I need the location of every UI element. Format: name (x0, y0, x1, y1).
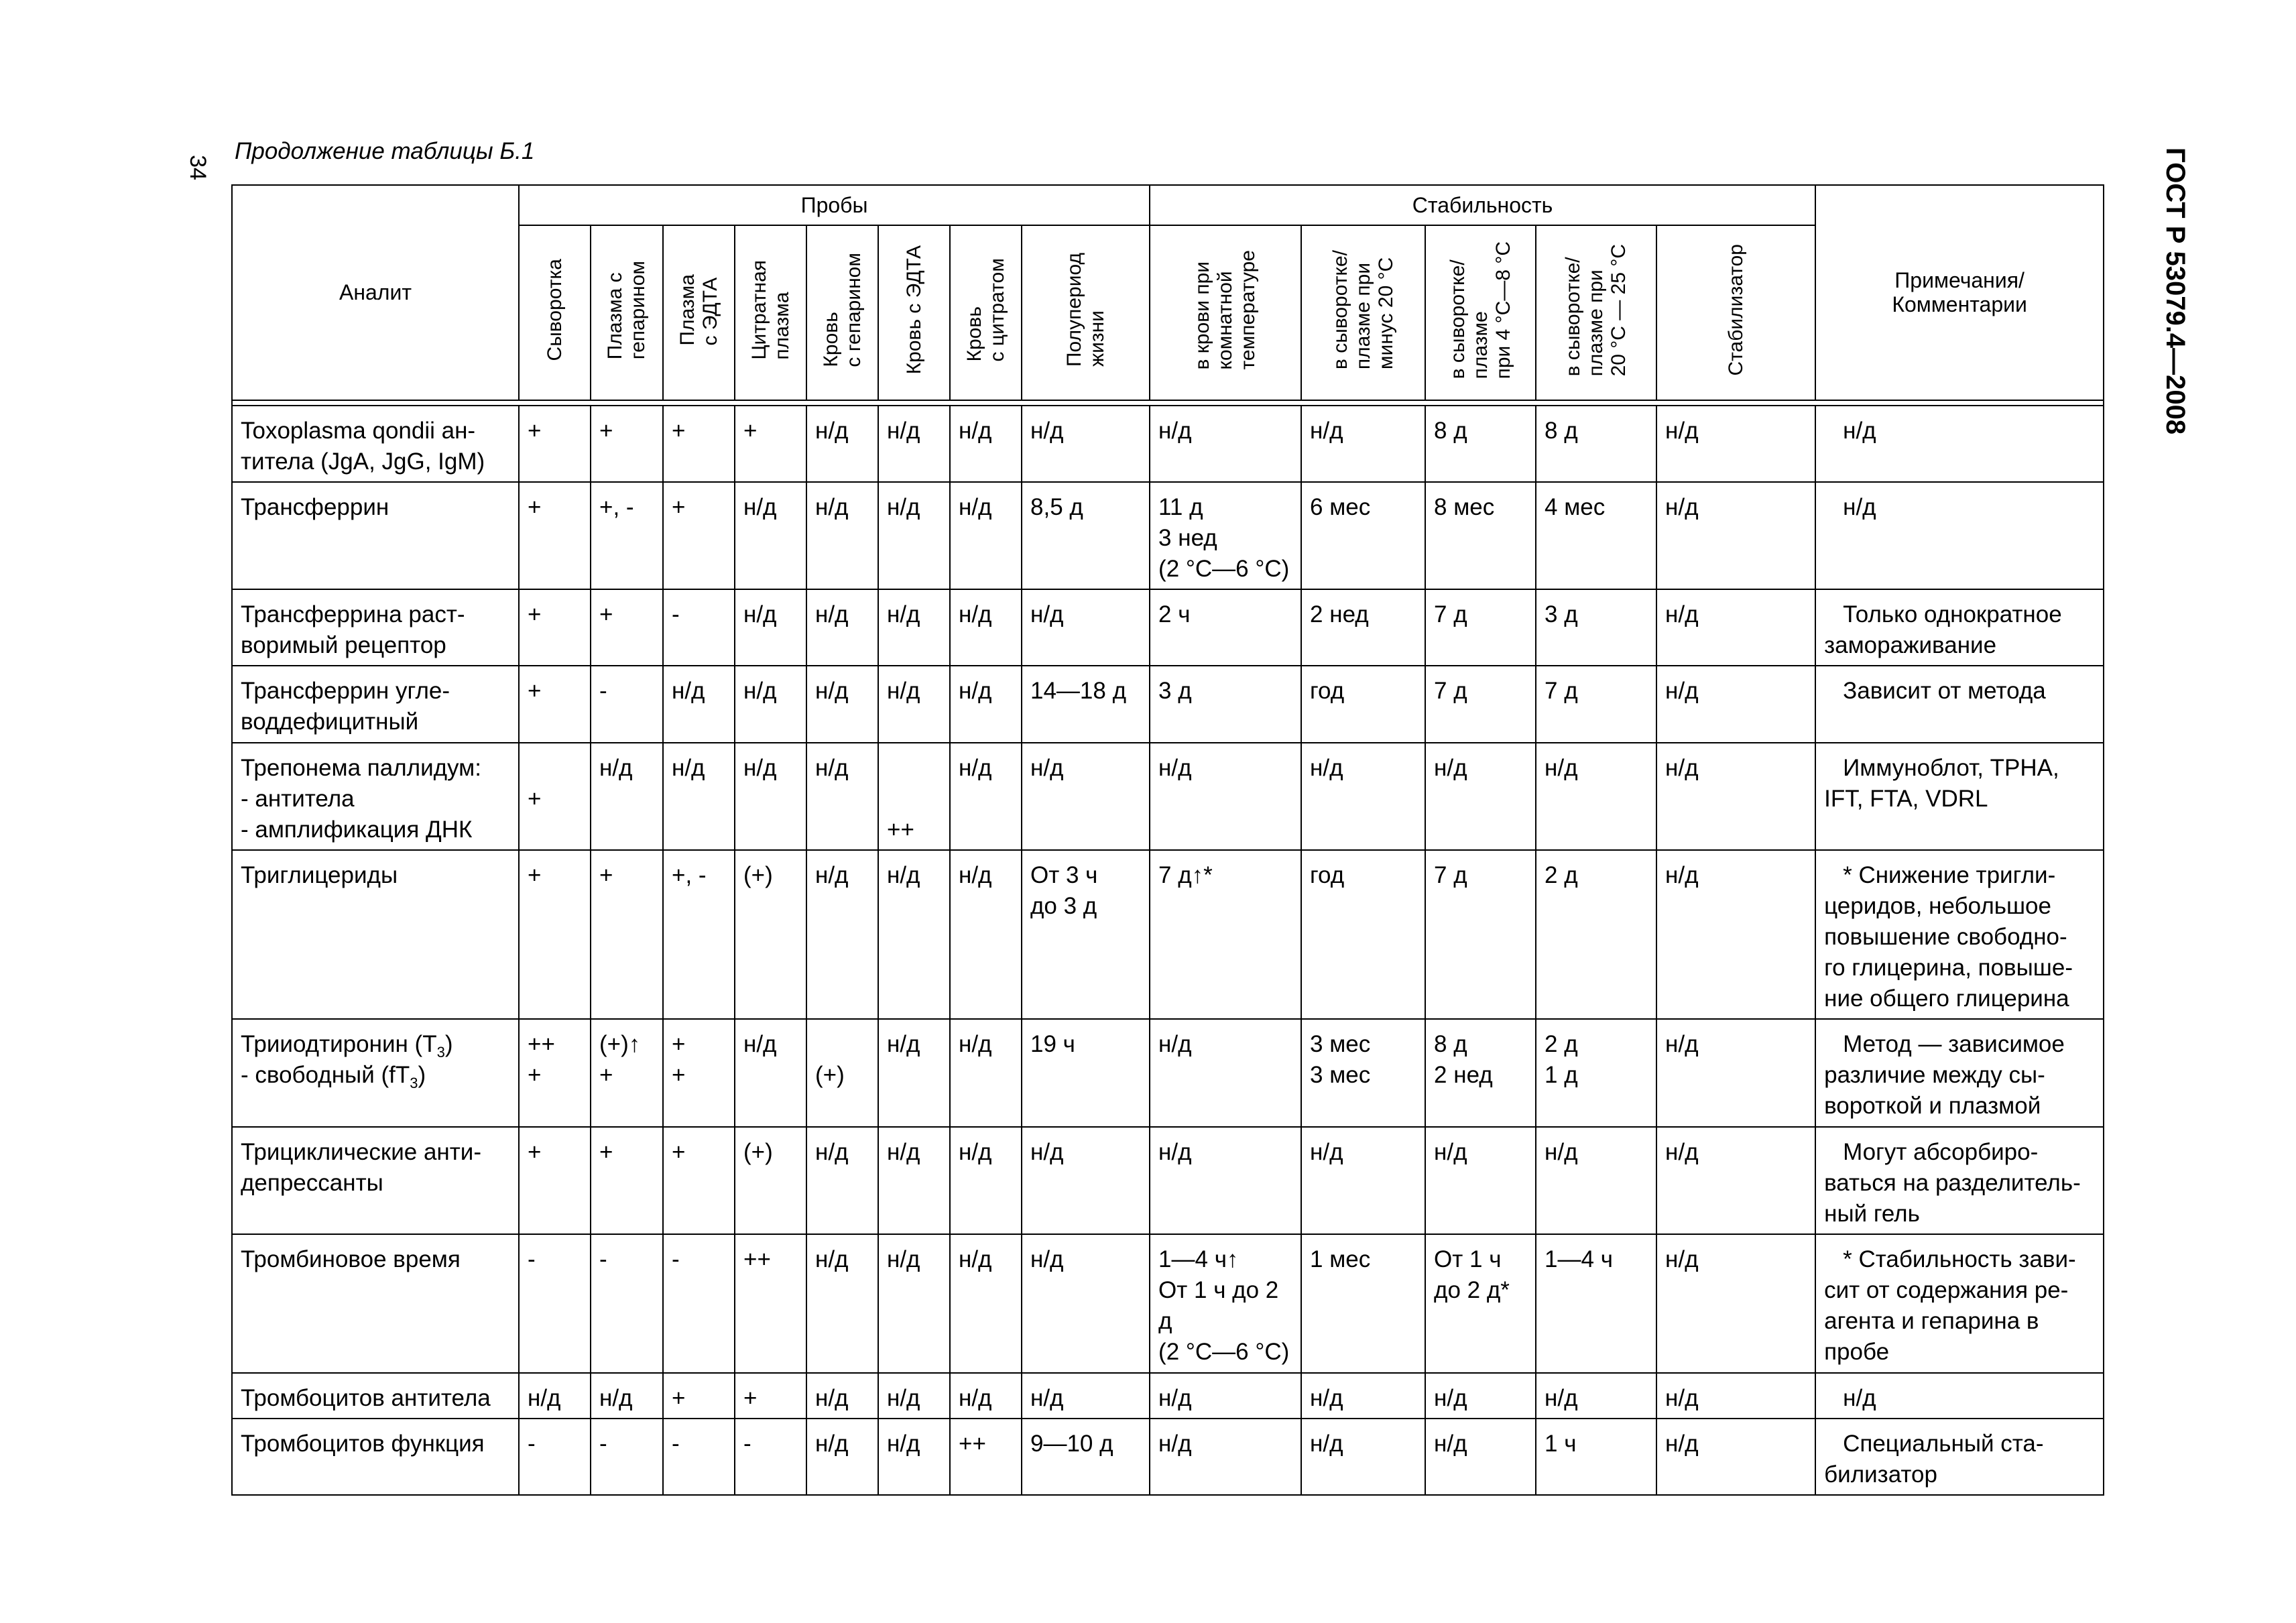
value-cell: н/д (1425, 1419, 1536, 1495)
value-cell: 2 д 1 д (1536, 1019, 1656, 1126)
value-cell: От 1 ч до 2 д* (1425, 1234, 1536, 1372)
value-cell: + (591, 589, 663, 666)
analyte-cell: Трепонема паллидум: - антитела - амплификация ДНК (232, 743, 519, 850)
value-cell: н/д (1425, 1373, 1536, 1419)
header-probe-2 (663, 225, 735, 400)
value-cell: +, - (591, 482, 663, 589)
header-probe-5 (878, 225, 950, 400)
value-cell: - (519, 1234, 591, 1372)
notes-cell: Только однократное замораживание (1815, 589, 2104, 666)
notes-cell: * Стабильность зави- сит от содержания ре- агента и гепарина в пробе (1815, 1234, 2104, 1372)
value-cell: + + (663, 1019, 735, 1126)
table-row (232, 1019, 2104, 1126)
value-cell: н/д (1656, 850, 1815, 1020)
value-cell: н/д (878, 482, 950, 589)
value-cell: 2 нед (1301, 589, 1425, 666)
header-group-stability: Стабильность (1150, 185, 1815, 225)
value-cell: 7 д↑* (1150, 850, 1301, 1020)
value-cell: 1—4 ч (1536, 1234, 1656, 1372)
analyte-text: ) (418, 1062, 426, 1089)
value-cell: + (663, 1373, 735, 1419)
value-cell: + (663, 1127, 735, 1234)
value-cell: 1 ч (1536, 1419, 1656, 1495)
analyte-subscript: 3 (436, 1044, 445, 1061)
header-probe-7 (1022, 225, 1150, 400)
value-cell: - (519, 1419, 591, 1495)
analyte-cell: Тромбиновое время (232, 1234, 519, 1372)
value-cell: н/д (950, 1373, 1022, 1419)
value-cell: н/д (735, 482, 806, 589)
value-cell: + (519, 1127, 591, 1234)
header-stability-3 (1536, 225, 1656, 400)
value-cell: 4 мес (1536, 482, 1656, 589)
value-cell: н/д (1656, 1234, 1815, 1372)
analyte-cell: Трансферрин (232, 482, 519, 589)
table-row (232, 406, 2104, 482)
value-cell: + (663, 482, 735, 589)
notes-cell: Специальный ста- билизатор (1815, 1419, 2104, 1495)
notes-cell: н/д (1815, 406, 2104, 482)
value-cell: н/д (663, 666, 735, 742)
value-cell: н/д (1536, 743, 1656, 850)
value-cell: + (735, 406, 806, 482)
value-cell: н/д (1425, 743, 1536, 850)
value-cell: 2 д (1536, 850, 1656, 1020)
value-cell: н/д (1150, 1373, 1301, 1419)
value-cell: - (663, 1419, 735, 1495)
value-cell: н/д (591, 743, 663, 850)
table-row (232, 850, 2104, 1020)
value-cell: н/д (950, 482, 1022, 589)
value-cell: 8 д (1536, 406, 1656, 482)
header-probe-6-label: Кровь с цитратом (963, 258, 1008, 362)
header-probe-0-label: Сыворотка (543, 259, 566, 361)
value-cell: н/д (878, 1419, 950, 1495)
value-cell: 14—18 д (1022, 666, 1150, 742)
value-cell: н/д (878, 850, 950, 1020)
value-cell: + (519, 743, 591, 850)
header-probe-4 (806, 225, 878, 400)
value-cell: н/д (806, 743, 878, 850)
value-cell: 11 д 3 нед (2 °С—6 °С) (1150, 482, 1301, 589)
analyte-cell: Трансферрин угле- воддефицитный (232, 666, 519, 742)
value-cell: н/д (1150, 1019, 1301, 1126)
notes-cell: Метод — зависимое различие между сы- вороткой и плазмой (1815, 1019, 2104, 1126)
value-cell: ++ (950, 1419, 1022, 1495)
value-cell: н/д (1536, 1127, 1656, 1234)
value-cell: н/д (878, 1373, 950, 1419)
value-cell: + (519, 666, 591, 742)
table-row (232, 482, 2104, 589)
header-probe-2-label: Плазма с ЭДТА (676, 274, 721, 346)
value-cell: 9—10 д (1022, 1419, 1150, 1495)
header-notes: Примечания/ Комментарии (1815, 185, 2104, 400)
value-cell: + (519, 482, 591, 589)
analyte-cell: Toxoplasma qondii ан- титела (JgA, JgG, IgM) (232, 406, 519, 482)
value-cell: н/д (878, 406, 950, 482)
value-cell: + (591, 406, 663, 482)
value-cell: + (591, 1127, 663, 1234)
standard-designation: ГОСТ Р 53079.4—2008 (2161, 147, 2190, 435)
value-cell: н/д (950, 1234, 1022, 1372)
analyte-cell: Тромбоцитов функция (232, 1419, 519, 1495)
header-stability-4-label: Стабилизатор (1724, 244, 1747, 376)
value-cell: 8,5 д (1022, 482, 1150, 589)
header-probe-0 (519, 225, 591, 400)
value-cell: н/д (1150, 406, 1301, 482)
value-cell: н/д (806, 406, 878, 482)
value-cell: н/д (1301, 1127, 1425, 1234)
value-cell: н/д (806, 589, 878, 666)
value-cell: 6 мес (1301, 482, 1425, 589)
header-stability-1 (1301, 225, 1425, 400)
header-probe-1-label: Плазма с гепарином (604, 260, 649, 359)
value-cell: н/д (878, 666, 950, 742)
value-cell: - (591, 1419, 663, 1495)
header-probe-6 (950, 225, 1022, 400)
value-cell: + (735, 1373, 806, 1419)
header-stability-3-label: в сыворотке/ плазме при 20 °С — 25 °С (1562, 243, 1630, 377)
value-cell: - (663, 1234, 735, 1372)
value-cell: ++ + (519, 1019, 591, 1126)
header-stability-2 (1425, 225, 1536, 400)
value-cell: (+)↑ + (591, 1019, 663, 1126)
value-cell: - (591, 1234, 663, 1372)
header-divider (232, 400, 2104, 406)
value-cell: От 3 ч до 3 д (1022, 850, 1150, 1020)
header-analyte: Аналит (232, 185, 519, 400)
header-probe-1 (591, 225, 663, 400)
value-cell: н/д (1656, 589, 1815, 666)
notes-cell: Иммуноблот, ТРНА, IFT, FTA, VDRL (1815, 743, 2104, 850)
analyte-text: Трииодтиронин (Т (241, 1031, 437, 1058)
header-probe-3 (735, 225, 806, 400)
value-cell: ++ (735, 1234, 806, 1372)
value-cell: ++ (878, 743, 950, 850)
value-cell: н/д (806, 666, 878, 742)
value-cell: + (519, 406, 591, 482)
analyte-cell: Трициклические анти- депрессанты (232, 1127, 519, 1234)
value-cell: (+) (735, 1127, 806, 1234)
value-cell: н/д (735, 589, 806, 666)
notes-cell: н/д (1815, 482, 2104, 589)
value-cell: н/д (1301, 406, 1425, 482)
value-cell: н/д (878, 589, 950, 666)
header-stability-2-label: в сыворотке/ плазме при 4 °С—8 °С (1446, 241, 1514, 379)
value-cell: год (1301, 850, 1425, 1020)
table-caption: Продолжение таблицы Б.1 (235, 138, 535, 164)
value-cell: н/д (735, 666, 806, 742)
value-cell: (+) (806, 1019, 878, 1126)
value-cell: (+) (735, 850, 806, 1020)
value-cell: н/д (591, 1373, 663, 1419)
value-cell: 8 д 2 нед (1425, 1019, 1536, 1126)
value-cell: н/д (1301, 1419, 1425, 1495)
value-cell: н/д (950, 1019, 1022, 1126)
header-probe-5-label: Кровь с ЭДТА (902, 245, 925, 375)
value-cell: + (519, 850, 591, 1020)
table-row (232, 1419, 2104, 1495)
value-cell: н/д (1656, 1419, 1815, 1495)
value-cell: н/д (1656, 406, 1815, 482)
value-cell: н/д (806, 1127, 878, 1234)
value-cell: 8 мес (1425, 482, 1536, 589)
header-stability-1-label: в сыворотке/ плазме при минус 20 °С (1329, 250, 1397, 370)
value-cell: н/д (1150, 1419, 1301, 1495)
value-cell: н/д (806, 1419, 878, 1495)
value-cell: н/д (950, 850, 1022, 1020)
value-cell: н/д (1536, 1373, 1656, 1419)
notes-cell: н/д (1815, 1373, 2104, 1419)
analyte-table (231, 184, 2104, 1496)
value-cell: н/д (519, 1373, 591, 1419)
value-cell: 19 ч (1022, 1019, 1150, 1126)
value-cell: н/д (806, 1373, 878, 1419)
value-cell: н/д (1022, 589, 1150, 666)
value-cell: н/д (806, 850, 878, 1020)
value-cell: н/д (1150, 743, 1301, 850)
table-row (232, 1234, 2104, 1372)
value-cell: н/д (1656, 482, 1815, 589)
value-cell: 7 д (1536, 666, 1656, 742)
value-cell: - (735, 1419, 806, 1495)
value-cell: + (591, 850, 663, 1020)
value-cell: н/д (950, 406, 1022, 482)
value-cell: н/д (950, 743, 1022, 850)
value-cell: н/д (878, 1234, 950, 1372)
header-probe-3-label: Цитратная плазма (747, 260, 793, 360)
header-stability-0 (1150, 225, 1301, 400)
value-cell: - (663, 589, 735, 666)
analyte-text: ) (444, 1031, 453, 1058)
value-cell: н/д (1656, 1019, 1815, 1126)
value-cell: год (1301, 666, 1425, 742)
value-cell: 8 д (1425, 406, 1536, 482)
analyte-subscript: 3 (410, 1075, 418, 1092)
table-row (232, 666, 2104, 742)
value-cell: 3 мес 3 мес (1301, 1019, 1425, 1126)
analyte-cell (232, 1019, 519, 1126)
value-cell: 3 д (1536, 589, 1656, 666)
value-cell: 2 ч (1150, 589, 1301, 666)
value-cell: +, - (663, 850, 735, 1020)
value-cell: н/д (1656, 666, 1815, 742)
table-row (232, 1373, 2104, 1419)
value-cell: н/д (950, 666, 1022, 742)
value-cell: н/д (1022, 1373, 1150, 1419)
value-cell: 7 д (1425, 850, 1536, 1020)
value-cell: н/д (1022, 743, 1150, 850)
value-cell: н/д (735, 743, 806, 850)
table-row (232, 743, 2104, 850)
page-number: 34 (185, 155, 211, 180)
value-cell: н/д (1150, 1127, 1301, 1234)
value-cell: н/д (1022, 1234, 1150, 1372)
value-cell: н/д (1301, 1373, 1425, 1419)
notes-cell: * Снижение тригли- церидов, небольшое повышение свободно- го глицерина, повыше- ние общего глицерина (1815, 850, 2104, 1020)
header-probe-4-label: Кровь с гепарином (819, 253, 865, 367)
value-cell: н/д (950, 589, 1022, 666)
table-row (232, 1127, 2104, 1234)
value-cell: - (591, 666, 663, 742)
value-cell: 7 д (1425, 589, 1536, 666)
value-cell: н/д (878, 1127, 950, 1234)
value-cell: н/д (663, 743, 735, 850)
value-cell: н/д (878, 1019, 950, 1126)
table-row (232, 589, 2104, 666)
analyte-text: - свободный (fТ (241, 1062, 410, 1089)
header-probe-7-label: Полупериод жизни (1063, 253, 1108, 367)
notes-cell: Могут абсорбиро- ваться на разделитель- ный гель (1815, 1127, 2104, 1234)
value-cell: н/д (806, 1234, 878, 1372)
value-cell: н/д (950, 1127, 1022, 1234)
analyte-cell: Трансферрина раст- воримый рецептор (232, 589, 519, 666)
value-cell: 1—4 ч↑ От 1 ч до 2 д (2 °С—6 °С) (1150, 1234, 1301, 1372)
value-cell: н/д (1656, 1373, 1815, 1419)
value-cell: н/д (1656, 743, 1815, 850)
value-cell: + (519, 589, 591, 666)
value-cell: 7 д (1425, 666, 1536, 742)
analyte-cell: Тромбоцитов антитела (232, 1373, 519, 1419)
header-stability-0-label: в крови при комнатной температуре (1191, 250, 1260, 370)
value-cell: н/д (806, 482, 878, 589)
value-cell: н/д (1022, 1127, 1150, 1234)
analyte-cell: Триглицериды (232, 850, 519, 1020)
value-cell: н/д (735, 1019, 806, 1126)
value-cell: + (663, 406, 735, 482)
header-group-probes: Пробы (519, 185, 1150, 225)
header-stability-4 (1656, 225, 1815, 400)
value-cell: 3 д (1150, 666, 1301, 742)
value-cell: 1 мес (1301, 1234, 1425, 1372)
value-cell: н/д (1301, 743, 1425, 850)
value-cell: н/д (1425, 1127, 1536, 1234)
value-cell: н/д (1022, 406, 1150, 482)
notes-cell: Зависит от метода (1815, 666, 2104, 742)
value-cell: н/д (1656, 1127, 1815, 1234)
